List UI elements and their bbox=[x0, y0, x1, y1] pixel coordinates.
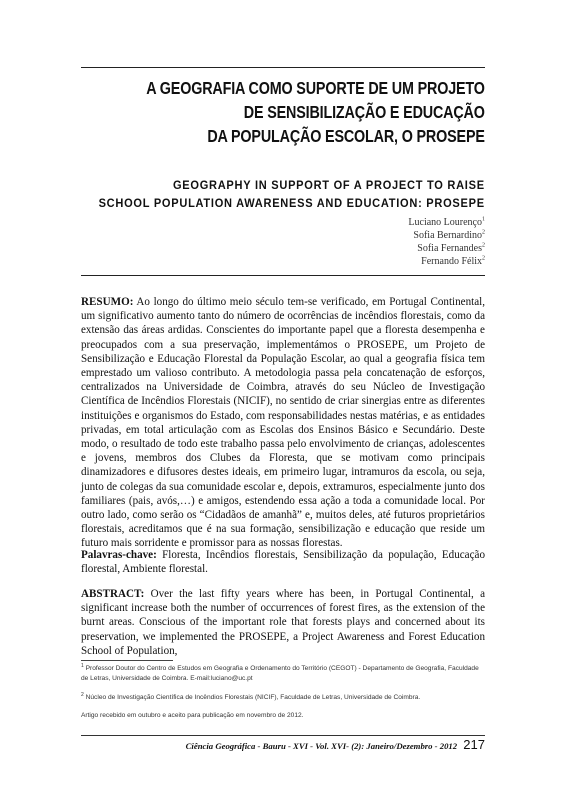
page-footer bbox=[186, 738, 485, 753]
keywords-paragraph bbox=[81, 548, 485, 576]
page-number: 217 bbox=[463, 737, 485, 752]
abstract-paragraph bbox=[81, 587, 485, 658]
keywords-label: Palavras-chave: bbox=[81, 549, 157, 561]
title-en-line-1: GEOGRAPHY IN SUPPORT OF A PROJECT TO RAISE bbox=[173, 178, 485, 192]
keywords-text: Floresta, Incêndios florestais, Sensibilização da população, Educação florestal, Ambiente florestal. bbox=[81, 549, 485, 576]
author: Luciano Lourenço$^1$ bbox=[408, 216, 485, 228]
author: Sofia Bernardino$^2$ bbox=[413, 229, 485, 241]
author-list bbox=[408, 216, 485, 268]
footnote-2: $^2$ Núcleo de Investigação Científica de Incêndios Florestais (NICIF), Faculdade de Letras, Universidade de Coimbra. bbox=[81, 691, 421, 701]
footer-rule bbox=[81, 735, 485, 736]
footnote-received: Artigo recebido em outubro e aceito para publicação em novembro de 2012. bbox=[81, 712, 304, 719]
author: Fernando Félix$^2$ bbox=[421, 255, 485, 267]
footnote-1: $^1$ Professor Doutor do Centro de Estudos em Geografia e Ordenamento do Território (CEGOT) - Departamento de Geografia, Faculdade de Letras, Universidade de Coimbra. E-mail:luciano@uc.pt bbox=[81, 662, 479, 682]
abstract-text: Over the last fifty years where has been, in Portugal Continental, a significant increase both the number of occurrences of forest fires, as the extension of the burnt areas. Conscious of the important role that forests plays and concerned about its preservation, we implemented the PROSEPE, a Project Awareness and Forest Education School of Population, bbox=[81, 588, 486, 657]
title-english bbox=[99, 176, 485, 212]
abstract-label: ABSTRACT: bbox=[81, 588, 145, 600]
resumo-label: RESUMO: bbox=[81, 296, 134, 308]
title-en-line-2: SCHOOL POPULATION AWARENESS AND EDUCATION: PROSEPE bbox=[98, 196, 485, 210]
title-pt-line-3: DA POPULAÇÃO ESCOLAR, O PROSEPE bbox=[207, 126, 485, 146]
resumo-paragraph bbox=[81, 295, 485, 551]
title-portuguese bbox=[147, 76, 485, 148]
title-pt-line-2: DE SENSIBILIZAÇÃO E EDUCAÇÃO bbox=[244, 102, 485, 122]
journal-citation: Ciência Geográfica - Bauru - XVI - Vol. XVI- (2): Janeiro/Dezembro - 2012 bbox=[185, 741, 458, 751]
footnote-rule bbox=[81, 660, 173, 661]
top-rule bbox=[81, 67, 485, 68]
resumo-text: Ao longo do último meio século tem-se verificado, em Portugal Continental, um significativo aumento tanto do número de ocorrências de incêndios florestais, como da extensão das áreas ardidas. Conscientes do importante papel que a floresta desempenha e preocupados com a sua preservação, implementámos o PROSEPE, um Projeto de Sensibilização e Educação Florestal da População Escolar, ao qual a geografia física tem emprestado um valioso contributo. A metodologia passa pela concatenação de esforços, centralizados na Universidade de Coimbra, através do seu Núcleo de Investigação Científica de Incêndios Florestais (NICIF), no sentido de criar sinergias entre as diferentes instituições e organismos do Estado, com responsabilidades nestas matérias, e as entidades privadas, em total articulação com as Escolas dos Ensinos Básico e Secundário. Deste modo, o resultado de todo este trabalho passa pelo envolvimento de crianças, adolescentes e jovens, membros dos Clubes da Floresta, que se motivam como principais dinamizadores e difusores destes ideais, em primeiro lugar, intramuros da escola, ou seja, junto de colegas da sua comunidade escolar e, depois, extramuros, especialmente junto dos familiares (pais, avós,…) e amigos, estendendo essa ação a toda a comunidade local. Por outro lado, como serão os “Cidadãos de amanhã” e, muitos deles, até futuros proprietários florestais, acreditamos que é na sua formação, sensibilização e educação que reside um futuro mais sorridente e promissor para as nossas florestas. bbox=[81, 296, 485, 550]
author: Sofia Fernandes$^2$ bbox=[417, 242, 485, 254]
authors-rule bbox=[81, 275, 485, 276]
title-pt-line-1: A GEOGRAFIA COMO SUPORTE DE UM PROJETO bbox=[146, 78, 485, 98]
